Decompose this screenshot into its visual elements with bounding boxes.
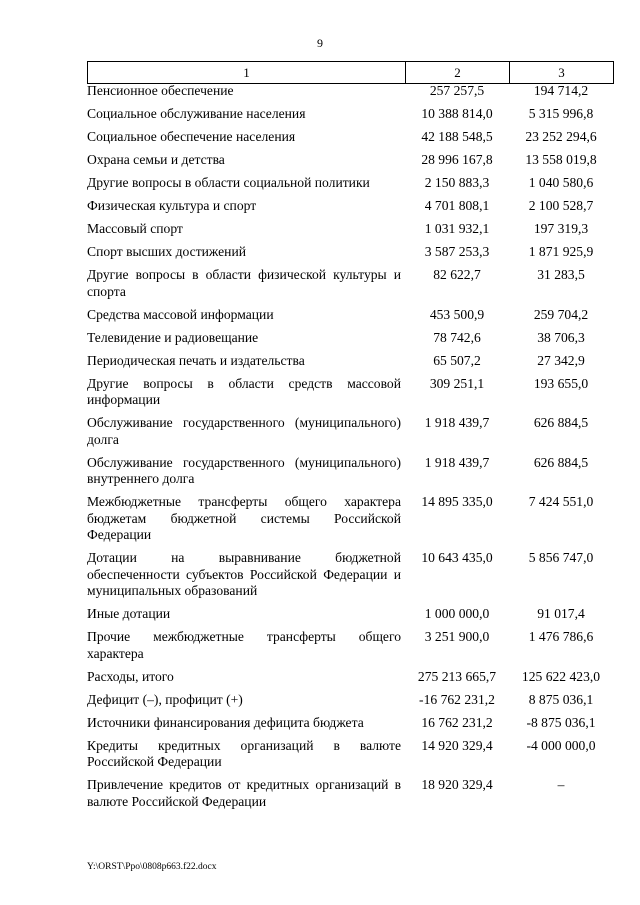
table-row [87,267,613,300]
row-label: Пенсионное обеспечение [87,83,234,98]
row-value-col3: 5 856 747,0 [528,550,594,565]
row-value-col3: 91 017,4 [537,606,585,621]
row-label: Межбюджетные трансферты общего характера бюджетам бюджетной системы Российской Федерации [87,494,401,542]
row-value-col2: 14 895 335,0 [421,494,493,509]
table-row [87,353,613,370]
table-row [87,550,613,600]
row-value-col2: 1 918 439,7 [424,454,490,470]
row-label: Другие вопросы в области социальной политики [87,175,370,190]
row-value-col2: 4 701 808,1 [424,198,490,213]
table-row [87,715,613,732]
row-value-col2: 257 257,5 [429,83,485,98]
table-row [87,455,613,488]
table-row [87,221,613,238]
table-row [87,669,613,686]
table-row [87,738,613,771]
row-value-col3: 1 040 580,6 [528,175,594,190]
row-label: Расходы, итого [87,668,174,684]
row-value-col2: 3 251 900,0 [424,629,490,644]
row-value-col3: 197 319,3 [533,221,589,236]
row-value-col2: 309 251,1 [429,375,485,391]
row-value-col2: 65 507,2 [433,352,481,368]
table-row [87,129,613,146]
row-label: Спорт высших достижений [87,244,246,259]
row-label: Кредиты кредитных организаций в валюте Российской Федерации [87,737,401,769]
column-header-row [88,62,614,84]
column-header-table [87,61,614,84]
row-value-col2: 18 920 329,4 [421,777,493,792]
row-value-col2: 1 918 439,7 [424,415,490,430]
row-value-col2: 3 587 253,3 [424,244,490,259]
table-row [87,494,613,544]
row-value-col3: 1 871 925,9 [528,244,594,259]
row-label: Социальное обслуживание населения [87,106,306,121]
row-value-col2: 82 622,7 [433,267,481,282]
row-value-col3: 27 342,9 [537,352,585,368]
row-value-col3: -8 875 036,1 [526,714,596,730]
row-value-col3: -4 000 000,0 [526,737,596,753]
column-header-1: 1 [88,62,406,84]
table-row [87,376,613,409]
row-value-col2: 2 150 883,3 [424,175,490,190]
row-label: Другие вопросы в области физической культуры и спорта [87,267,401,299]
row-label: Массовый спорт [87,221,183,236]
row-value-col2: 1 031 932,1 [424,221,490,236]
row-label: Другие вопросы в области средств массовой информации [87,375,401,407]
row-value-col2: 42 188 548,5 [421,129,493,144]
table-row [87,777,613,810]
row-label: Источники финансирования дефицита бюджета [87,714,364,730]
table-row [87,175,613,192]
row-value-col3: – [557,777,565,792]
row-label: Обслуживание государственного (муниципального) внутреннего долга [87,454,401,486]
row-value-col3: 2 100 528,7 [528,198,594,213]
row-label: Периодическая печать и издательства [87,352,305,368]
row-value-col3: 125 622 423,0 [521,668,601,684]
row-value-col2: 14 920 329,4 [421,737,493,753]
row-value-col3: 626 884,5 [533,454,589,470]
row-value-col3: 626 884,5 [533,415,589,430]
row-label: Дотации на выравнивание бюджетной обеспеченности субъектов Российской Федерации и муниципальных образований [87,550,401,598]
row-value-col3: 8 875 036,1 [528,691,594,707]
table-row [87,83,613,100]
row-value-col3: 38 706,3 [537,329,585,345]
row-value-col3: 193 655,0 [533,375,589,391]
row-label: Привлечение кредитов от кредитных организаций в валюте Российской Федерации [87,777,401,809]
row-label: Охрана семьи и детства [87,152,225,167]
row-value-col3: 194 714,2 [533,83,589,98]
row-label: Социальное обеспечение населения [87,129,296,144]
row-label: Иные дотации [87,606,171,621]
row-value-col2: 10 643 435,0 [421,550,493,565]
row-label: Телевидение и радиовещание [87,329,259,345]
table-row [87,198,613,215]
row-value-col2: 10 388 814,0 [421,106,493,121]
table-row [87,307,613,324]
budget-table-body [87,83,613,817]
row-value-col3: 5 315 996,8 [528,106,594,121]
row-value-col2: 453 500,9 [429,306,485,322]
row-label: Прочие межбюджетные трансферты общего характера [87,629,401,661]
row-label: Физическая культура и спорт [87,198,257,213]
row-label: Обслуживание государственного (муниципального) долга [87,415,401,447]
column-header-3: 3 [510,62,614,84]
row-value-col3: 23 252 294,6 [525,129,597,144]
row-value-col3: 13 558 019,8 [525,152,597,167]
table-row [87,106,613,123]
row-value-col3: 31 283,5 [537,267,585,282]
column-header-2: 2 [406,62,510,84]
row-value-col2: 1 000 000,0 [424,606,490,621]
row-value-col3: 1 476 786,6 [528,629,594,644]
row-value-col2: 275 213 665,7 [417,668,497,684]
row-value-col2: 16 762 231,2 [421,714,493,730]
row-value-col2: 78 742,6 [433,329,481,345]
table-row [87,415,613,448]
row-label: Средства массовой информации [87,306,274,322]
file-path-footer: Y:\ORST\Ppo\0808p663.f22.docx [87,862,217,872]
row-label: Дефицит (–), профицит (+) [87,691,243,707]
table-row [87,330,613,347]
table-row [87,244,613,261]
table-row [87,629,613,662]
row-value-col3: 7 424 551,0 [528,494,594,509]
table-row [87,692,613,709]
table-row [87,606,613,623]
row-value-col2: -16 762 231,2 [419,691,495,707]
row-value-col2: 28 996 167,8 [421,152,493,167]
page-number: 9 [317,36,323,50]
table-row [87,152,613,169]
row-value-col3: 259 704,2 [533,306,589,322]
